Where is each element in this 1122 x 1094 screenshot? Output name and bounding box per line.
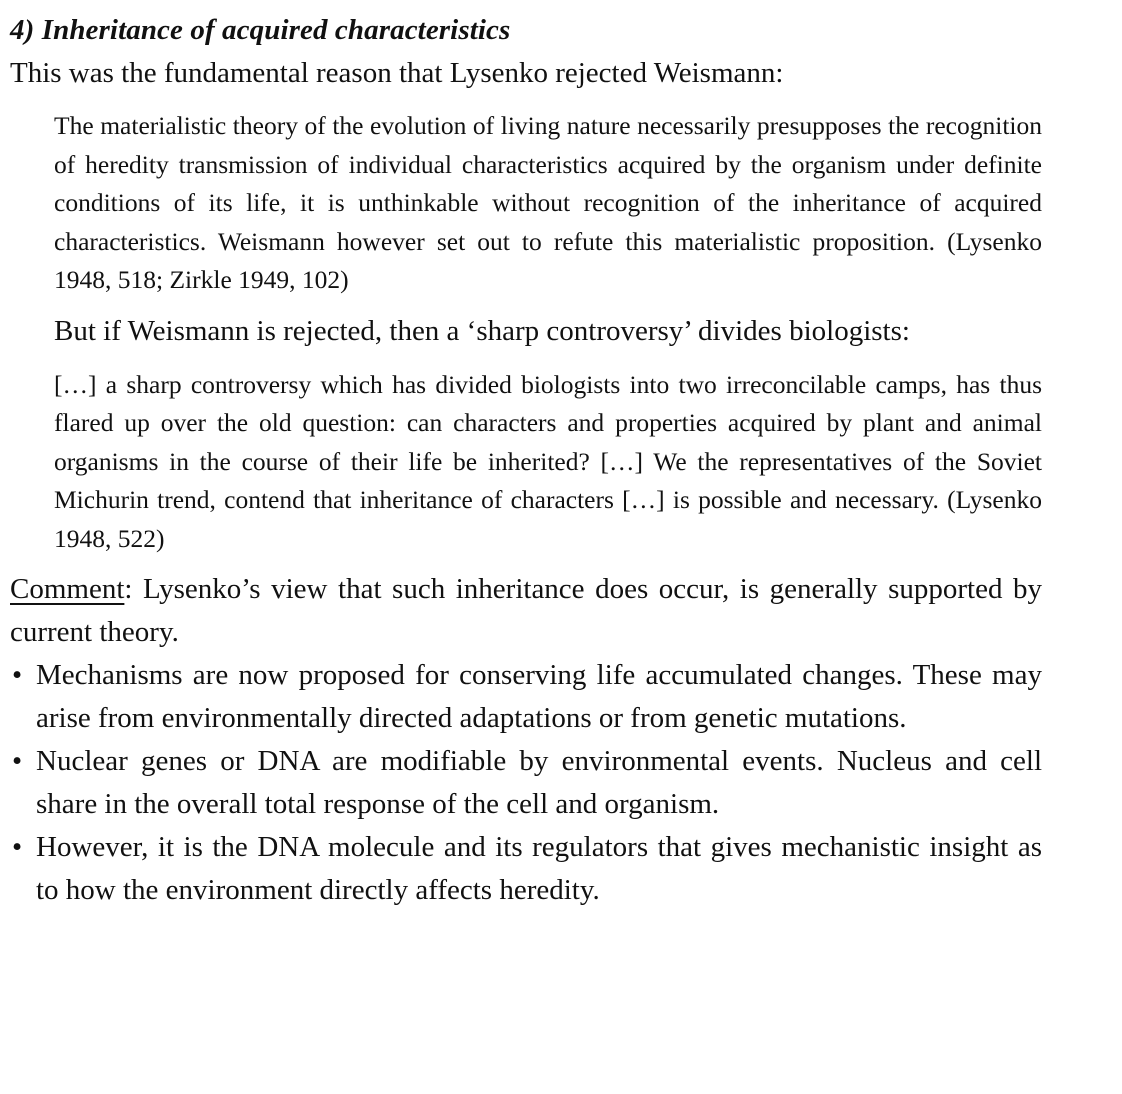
bullet-item-2: [10, 740, 1042, 826]
bullet-icon: •: [12, 659, 23, 691]
comment-label: Comment: [10, 573, 125, 605]
lysenko-quote-1: The materialistic theory of the evolution of living nature necessarily presupposes the recognition of heredity transmission of individual characteristics acquired by the organism under definite conditions of its life, it is unthinkable without recognition of the inheritance of acquired characteristics. Weismann however set out to refute this materialistic proposition. (Lysenko 1948, 518; Zirkle 1949, 102): [54, 111, 1042, 294]
bullet-icon: •: [12, 831, 23, 863]
bullet-text-1: Mechanisms are now proposed for conserving life accumulated changes. These may arise from environmentally directed adaptations or from genetic mutations.: [36, 659, 1042, 734]
section-heading: 4) Inheritance of acquired characteristics: [10, 14, 511, 46]
bullet-text-3: However, it is the DNA molecule and its regulators that gives mechanistic insight as to how the environment directly affects heredity.: [36, 831, 1042, 906]
bullet-item-1: [10, 654, 1042, 740]
document-page: [10, 10, 1042, 912]
bullet-item-3: [10, 826, 1042, 912]
intro-paragraph: This was the fundamental reason that Lysenko rejected Weismann:: [10, 57, 784, 89]
bullet-icon: •: [12, 745, 23, 777]
comment-paragraph: [10, 568, 1042, 654]
bullet-text-2: Nuclear genes or DNA are modifiable by environmental events. Nucleus and cell share in the overall total response of the cell and organism.: [36, 745, 1042, 820]
controversy-paragraph: But if Weismann is rejected, then a ‘sharp controversy’ divides biologists:: [54, 314, 910, 347]
lysenko-quote-2: […] a sharp controversy which has divided biologists into two irreconcilable camps, has thus flared up over the old question: can characters and properties acquired by plant and animal organisms in the course of their life be inherited? […] We the representatives of the Soviet Michurin trend, contend that inheritance of characters […] is possible and necessary. (Lysenko 1948, 522): [54, 369, 1042, 553]
comment-bullet-list: [10, 654, 1042, 912]
comment-text: : Lysenko’s view that such inheritance does occur, is generally supported by current theory.: [10, 573, 1042, 648]
